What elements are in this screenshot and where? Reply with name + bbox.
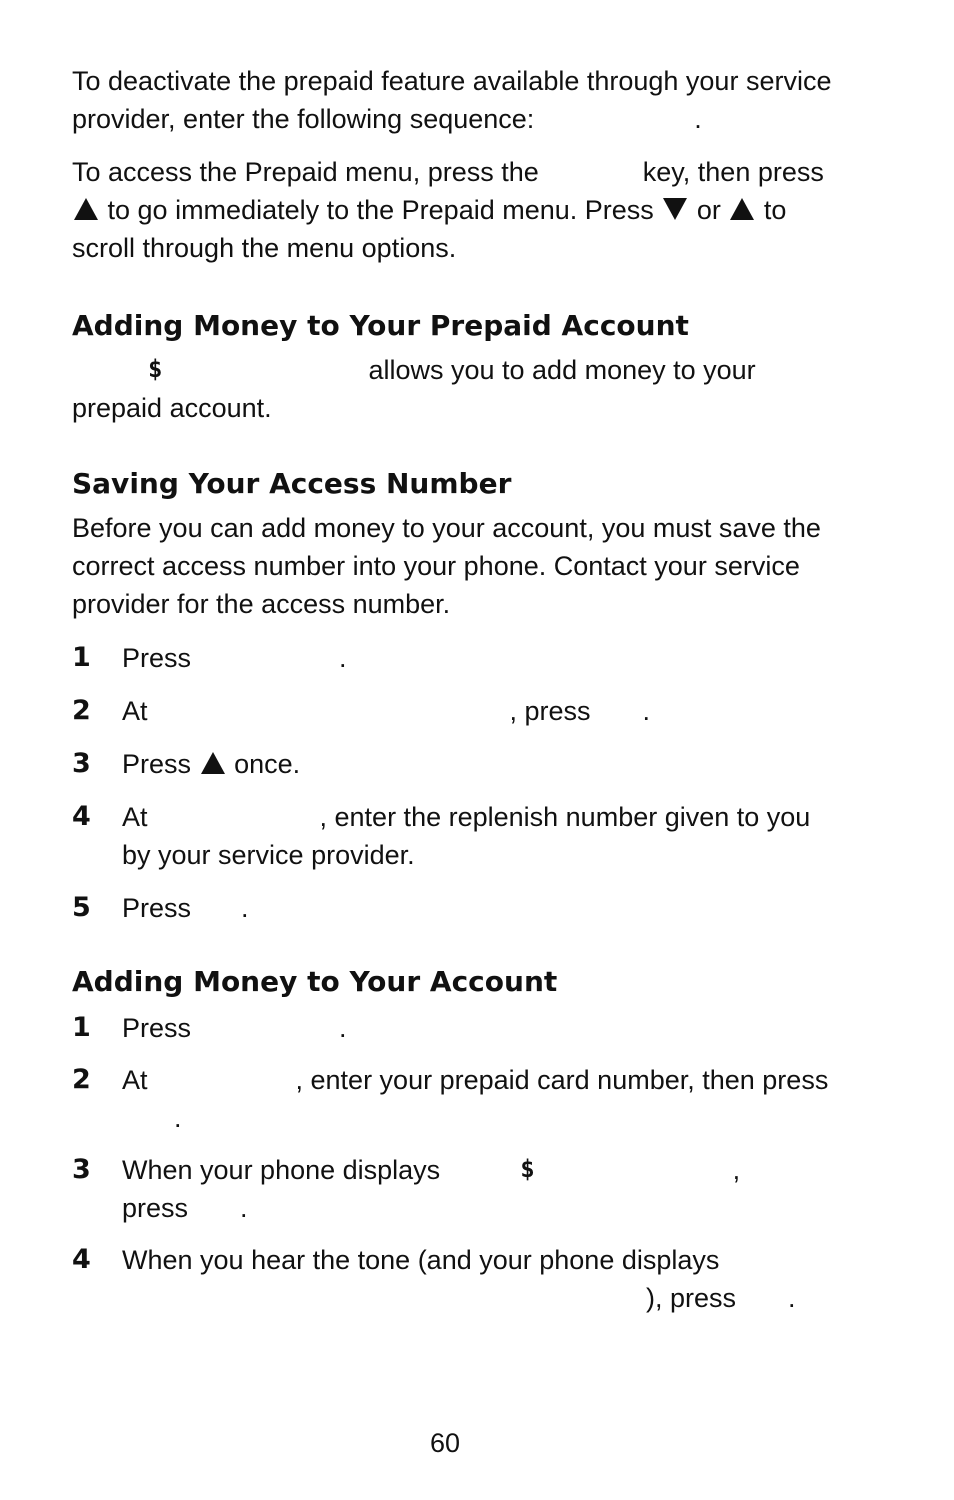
step-text-end: .: [642, 696, 651, 726]
step-number: 4: [72, 1244, 91, 1275]
step-text-end: .: [339, 643, 347, 673]
step-number: 2: [72, 1064, 91, 1095]
step-number: 1: [72, 642, 91, 673]
step-text: Press: [122, 643, 192, 673]
step-text-press: press: [122, 1193, 189, 1223]
list-item: [72, 639, 832, 677]
step-text: At: [122, 696, 148, 726]
list-item: [72, 1151, 832, 1227]
step-text-mid: , press: [509, 696, 591, 726]
step-text-end: .: [788, 1283, 796, 1313]
intro-text-or: or: [696, 195, 721, 225]
intro-text-prepaid: to go immediately to the Prepaid menu. Press: [107, 195, 654, 225]
intro-text-scroll: to scroll through the menu options.: [72, 195, 787, 263]
list-item: [72, 889, 832, 927]
intro-text-end: .: [694, 104, 702, 134]
adding-prepaid-text: allows you to add money to your prepaid account.: [72, 355, 756, 423]
list-item: [72, 1241, 832, 1317]
step-number: 4: [72, 801, 91, 832]
step-text-end: .: [174, 1103, 182, 1133]
step-text: Press: [122, 893, 192, 923]
up-arrow-icon: [201, 752, 225, 774]
intro-text-access: To access the Prepaid menu, press the: [72, 157, 539, 187]
step-text-end: .: [339, 1013, 347, 1043]
list-item: [72, 1061, 832, 1137]
step-number: 1: [72, 1012, 91, 1043]
list-item: [72, 798, 832, 874]
step-text: When your phone displays: [122, 1155, 441, 1185]
up-arrow-icon: [74, 198, 98, 220]
down-arrow-icon: [663, 198, 687, 220]
step-text-end: once.: [234, 749, 301, 779]
heading-adding-prepaid: Adding Money to Your Prepaid Account: [72, 309, 689, 342]
heading-saving: Saving Your Access Number: [72, 467, 512, 500]
list-item: [72, 692, 832, 730]
step-text-mid: , enter your prepaid card number, then press: [295, 1065, 829, 1095]
intro-text-deactivate: To deactivate the prepaid feature available through your service provider, enter the following sequence:: [72, 66, 832, 134]
intro-paragraph-deactivate: [72, 62, 832, 138]
intro-paragraph-access: [72, 153, 832, 267]
step-text-comma: ,: [732, 1155, 741, 1185]
step-number: 3: [72, 1154, 91, 1185]
step-text: Press: [122, 1013, 192, 1043]
intro-text-key: key, then press: [642, 157, 824, 187]
step-text-end: , enter the replenish number given to you by your service provider.: [122, 802, 811, 870]
saving-intro: Before you can add money to your account, you must save the correct access number into your phone. Contact your service provider for the access number.: [72, 513, 821, 619]
heading-adding-account: Adding Money to Your Account: [72, 965, 558, 998]
step-text-mid: ), press: [646, 1283, 737, 1313]
dollar-icon: $: [520, 1155, 535, 1183]
step-text: Press: [122, 749, 192, 779]
list-item: [72, 745, 832, 783]
page-number: 60: [429, 1428, 461, 1458]
step-text: At: [122, 1065, 148, 1095]
dollar-icon: $: [148, 355, 163, 383]
step-number: 3: [72, 748, 91, 779]
step-text-end: .: [241, 893, 249, 923]
step-number: 5: [72, 892, 91, 923]
list-item: [72, 1009, 832, 1047]
step-text: At: [122, 802, 148, 832]
step-text-end: .: [240, 1193, 248, 1223]
step-number: 2: [72, 695, 91, 726]
step-text: When you hear the tone (and your phone displays: [122, 1245, 720, 1275]
adding-prepaid-paragraph: [72, 351, 832, 427]
up-arrow-icon: [730, 198, 754, 220]
page-content: [72, 62, 832, 1317]
